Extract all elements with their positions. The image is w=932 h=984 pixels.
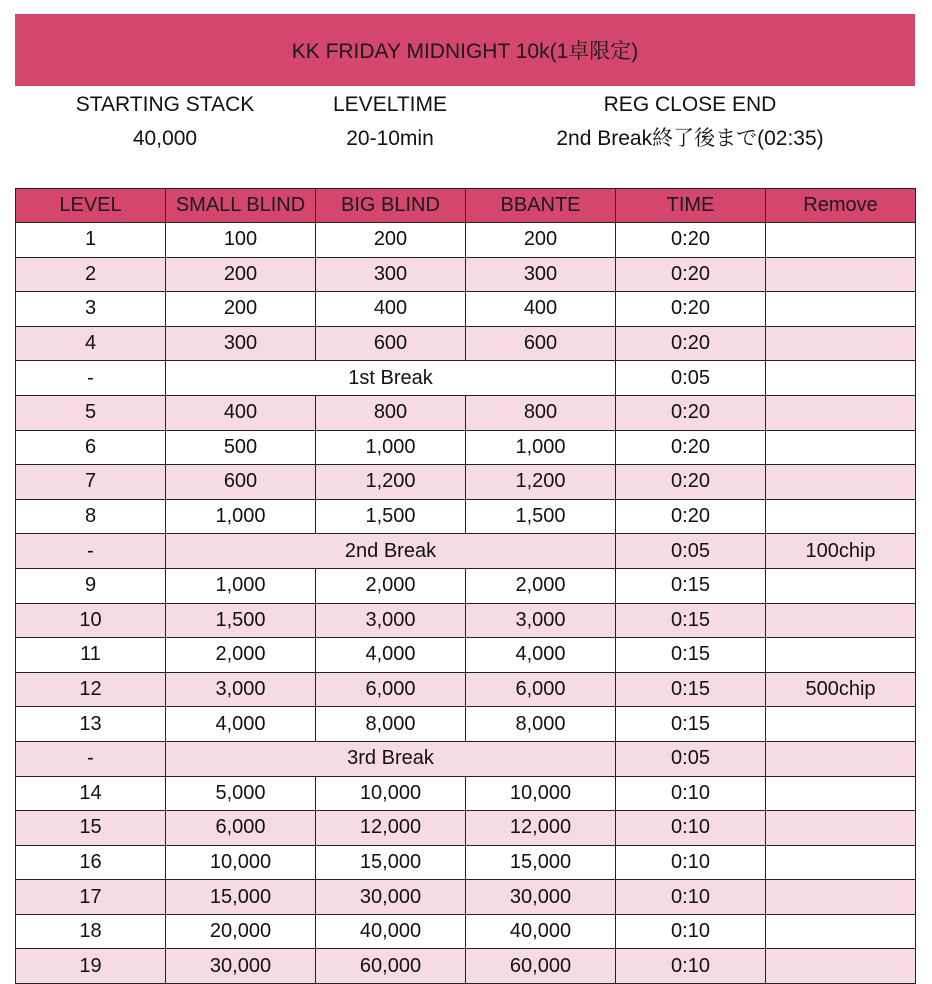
cell-big-blind: 400 <box>316 292 466 327</box>
cell-time: 0:20 <box>616 465 766 500</box>
cell-time: 0:10 <box>616 776 766 811</box>
starting-stack-value: 40,000 <box>132 127 198 150</box>
level-row <box>16 223 916 258</box>
cell-small-blind: 2,000 <box>166 638 316 673</box>
cell-remove <box>766 845 916 880</box>
cell-time: 0:10 <box>616 845 766 880</box>
level-row <box>16 257 916 292</box>
cell-remove <box>766 603 916 638</box>
cell-level: 19 <box>16 949 166 984</box>
cell-bbante: 1,500 <box>466 499 616 534</box>
blind-structure-table <box>15 188 916 984</box>
cell-remove <box>766 395 916 430</box>
cell-time: 0:20 <box>616 395 766 430</box>
cell-level: 12 <box>16 672 166 707</box>
cell-small-blind: 400 <box>166 395 316 430</box>
cell-remove <box>766 499 916 534</box>
cell-break-label: 2nd Break <box>166 534 616 569</box>
reg-close-info <box>500 88 880 156</box>
cell-bbante: 1,200 <box>466 465 616 500</box>
reg-close-label: REG CLOSE END <box>603 93 777 116</box>
level-row <box>16 499 916 534</box>
cell-time: 0:15 <box>616 707 766 742</box>
break-row <box>16 534 916 569</box>
level-row <box>16 638 916 673</box>
cell-remove <box>766 223 916 258</box>
cell-big-blind: 300 <box>316 257 466 292</box>
cell-bbante: 10,000 <box>466 776 616 811</box>
cell-time: 0:20 <box>616 292 766 327</box>
cell-remove <box>766 707 916 742</box>
title-banner <box>15 14 915 86</box>
cell-small-blind: 100 <box>166 223 316 258</box>
cell-level: 18 <box>16 914 166 949</box>
level-row <box>16 292 916 327</box>
leveltime-info <box>300 88 480 156</box>
cell-small-blind: 200 <box>166 257 316 292</box>
cell-level: - <box>16 534 166 569</box>
cell-time: 0:05 <box>616 534 766 569</box>
cell-bbante: 60,000 <box>466 949 616 984</box>
cell-bbante: 3,000 <box>466 603 616 638</box>
cell-big-blind: 60,000 <box>316 949 466 984</box>
tournament-title: KK FRIDAY MIDNIGHT 10k(1卓限定) <box>291 40 639 63</box>
cell-time: 0:05 <box>616 361 766 396</box>
header-bbante: BBANTE <box>466 189 616 223</box>
starting-stack-label: STARTING STACK <box>75 93 255 116</box>
cell-big-blind: 1,000 <box>316 430 466 465</box>
cell-level: 14 <box>16 776 166 811</box>
cell-level: 15 <box>16 811 166 846</box>
cell-level: 1 <box>16 223 166 258</box>
cell-remove <box>766 257 916 292</box>
cell-time: 0:10 <box>616 880 766 915</box>
level-row <box>16 395 916 430</box>
level-row <box>16 672 916 707</box>
cell-time: 0:20 <box>616 499 766 534</box>
cell-remove <box>766 465 916 500</box>
level-row <box>16 776 916 811</box>
cell-level: 13 <box>16 707 166 742</box>
cell-bbante: 300 <box>466 257 616 292</box>
cell-time: 0:10 <box>616 949 766 984</box>
cell-time: 0:20 <box>616 326 766 361</box>
cell-time: 0:15 <box>616 603 766 638</box>
cell-level: 7 <box>16 465 166 500</box>
cell-time: 0:15 <box>616 638 766 673</box>
cell-small-blind: 15,000 <box>166 880 316 915</box>
leveltime-value: 20-10min <box>346 127 434 150</box>
header-small-blind: SMALL BLIND <box>166 189 316 223</box>
cell-level: 2 <box>16 257 166 292</box>
cell-big-blind: 1,500 <box>316 499 466 534</box>
header-big-blind: BIG BLIND <box>316 189 466 223</box>
cell-small-blind: 6,000 <box>166 811 316 846</box>
cell-remove: 500chip <box>766 672 916 707</box>
cell-time: 0:20 <box>616 430 766 465</box>
cell-small-blind: 1,000 <box>166 499 316 534</box>
cell-remove <box>766 776 916 811</box>
cell-bbante: 600 <box>466 326 616 361</box>
reg-close-value: 2nd Break終了後まで(02:35) <box>556 127 824 150</box>
level-row <box>16 326 916 361</box>
cell-level: 8 <box>16 499 166 534</box>
level-row <box>16 845 916 880</box>
cell-level: - <box>16 741 166 776</box>
cell-remove <box>766 638 916 673</box>
cell-big-blind: 600 <box>316 326 466 361</box>
level-row <box>16 811 916 846</box>
cell-big-blind: 2,000 <box>316 568 466 603</box>
cell-small-blind: 4,000 <box>166 707 316 742</box>
level-row <box>16 707 916 742</box>
cell-bbante: 8,000 <box>466 707 616 742</box>
cell-big-blind: 4,000 <box>316 638 466 673</box>
cell-level: 11 <box>16 638 166 673</box>
cell-bbante: 6,000 <box>466 672 616 707</box>
level-row <box>16 568 916 603</box>
cell-time: 0:15 <box>616 672 766 707</box>
cell-big-blind: 10,000 <box>316 776 466 811</box>
cell-bbante: 1,000 <box>466 430 616 465</box>
cell-time: 0:10 <box>616 811 766 846</box>
cell-remove <box>766 741 916 776</box>
cell-bbante: 2,000 <box>466 568 616 603</box>
cell-bbante: 15,000 <box>466 845 616 880</box>
cell-level: 4 <box>16 326 166 361</box>
break-row <box>16 361 916 396</box>
cell-big-blind: 200 <box>316 223 466 258</box>
cell-big-blind: 3,000 <box>316 603 466 638</box>
cell-small-blind: 300 <box>166 326 316 361</box>
break-row <box>16 741 916 776</box>
cell-remove <box>766 292 916 327</box>
cell-break-label: 1st Break <box>166 361 616 396</box>
level-row <box>16 465 916 500</box>
cell-big-blind: 30,000 <box>316 880 466 915</box>
cell-time: 0:20 <box>616 223 766 258</box>
level-row <box>16 914 916 949</box>
cell-remove <box>766 326 916 361</box>
cell-bbante: 40,000 <box>466 914 616 949</box>
cell-big-blind: 40,000 <box>316 914 466 949</box>
level-row <box>16 430 916 465</box>
cell-remove <box>766 361 916 396</box>
cell-small-blind: 30,000 <box>166 949 316 984</box>
cell-small-blind: 10,000 <box>166 845 316 880</box>
cell-small-blind: 200 <box>166 292 316 327</box>
cell-level: 3 <box>16 292 166 327</box>
leveltime-label: LEVELTIME <box>333 93 447 116</box>
cell-time: 0:10 <box>616 914 766 949</box>
cell-small-blind: 500 <box>166 430 316 465</box>
cell-big-blind: 1,200 <box>316 465 466 500</box>
table-header-row <box>16 189 916 223</box>
cell-time: 0:15 <box>616 568 766 603</box>
cell-big-blind: 800 <box>316 395 466 430</box>
cell-big-blind: 12,000 <box>316 811 466 846</box>
cell-bbante: 200 <box>466 223 616 258</box>
cell-bbante: 30,000 <box>466 880 616 915</box>
cell-bbante: 400 <box>466 292 616 327</box>
cell-bbante: 12,000 <box>466 811 616 846</box>
cell-level: 6 <box>16 430 166 465</box>
cell-level: 10 <box>16 603 166 638</box>
cell-remove: 100chip <box>766 534 916 569</box>
starting-stack-info <box>40 88 290 156</box>
cell-small-blind: 1,000 <box>166 568 316 603</box>
cell-level: 16 <box>16 845 166 880</box>
cell-bbante: 800 <box>466 395 616 430</box>
cell-level: 17 <box>16 880 166 915</box>
level-row <box>16 603 916 638</box>
cell-bbante: 4,000 <box>466 638 616 673</box>
header-level: LEVEL <box>16 189 166 223</box>
cell-big-blind: 6,000 <box>316 672 466 707</box>
level-row <box>16 949 916 984</box>
cell-remove <box>766 568 916 603</box>
cell-small-blind: 1,500 <box>166 603 316 638</box>
cell-big-blind: 15,000 <box>316 845 466 880</box>
cell-small-blind: 20,000 <box>166 914 316 949</box>
cell-level: - <box>16 361 166 396</box>
table-body <box>16 223 916 984</box>
level-row <box>16 880 916 915</box>
cell-level: 9 <box>16 568 166 603</box>
cell-level: 5 <box>16 395 166 430</box>
header-time: TIME <box>616 189 766 223</box>
cell-break-label: 3rd Break <box>166 741 616 776</box>
cell-time: 0:05 <box>616 741 766 776</box>
cell-small-blind: 3,000 <box>166 672 316 707</box>
cell-small-blind: 5,000 <box>166 776 316 811</box>
header-remove: Remove <box>766 189 916 223</box>
cell-remove <box>766 914 916 949</box>
cell-remove <box>766 430 916 465</box>
cell-remove <box>766 811 916 846</box>
cell-small-blind: 600 <box>166 465 316 500</box>
cell-remove <box>766 880 916 915</box>
cell-remove <box>766 949 916 984</box>
cell-time: 0:20 <box>616 257 766 292</box>
cell-big-blind: 8,000 <box>316 707 466 742</box>
